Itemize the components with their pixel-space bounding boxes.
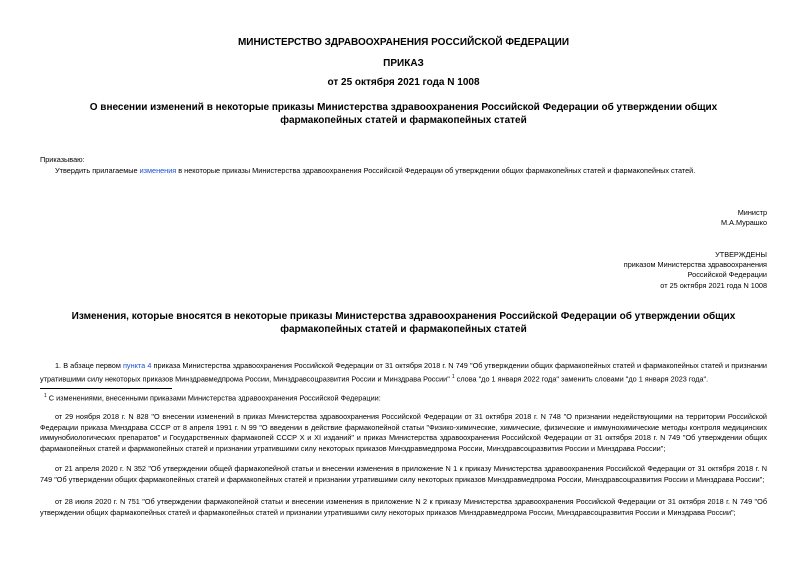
approval-line-3: Российской Федерации	[687, 270, 767, 280]
order-text-after: в некоторые приказы Министерства здравоохранения Российской Федерации об утверждении общих фармакопейных статей и фармакопейных статей.	[176, 166, 696, 175]
changes-title: Изменения, которые вносятся в некоторые приказы Министерства здравоохранения Российской Федерации об утверждении общих фармакопейных статей и фармакопейных статей	[71, 311, 736, 335]
approval-line-4: от 25 октября 2021 года N 1008	[660, 280, 767, 290]
order-intro: Приказываю:	[40, 155, 85, 164]
footnote-paragraph-2: от 21 апреля 2020 г. N 352 "Об утверждении общей фармакопейной статьи и внесении изменения в приложение N 1 к приказу Министерства здравоохранения Российской Федерации от 31 октября 2018 г. N 749 "Об утверждении общих фармакопейных статей и фармакопейных статей и признании утратившими силу некоторых приказов Минздравмедпрома России, Минздравсоцразвития России и Минздрава России";	[40, 464, 767, 484]
item-1-before: 1. В абзаце первом	[55, 361, 123, 370]
item-1-footnote-ref[interactable]: 1	[451, 373, 455, 380]
item-1-tail: слова "до 1 января 2022 года" заменить словами "до 1 января 2023 года".	[454, 373, 709, 383]
date-number: от 25 октября 2021 года N 1008	[327, 77, 480, 88]
doc-type-heading: ПРИКАЗ	[383, 58, 424, 69]
item-1-after: приказа Министерства здравоохранения Российской Федерации от 31 октября 2018 г. N 749 "Об утверждении общих фармакопейных статей и фармакопейных статей и признании утратившими силу некоторых приказов Минздравмедпрома России, Минздравсоцразвития России и Минздрава России"	[40, 361, 768, 383]
order-text	[55, 166, 767, 177]
footnote-mark: 1	[44, 393, 47, 399]
changes-link[interactable]: изменения	[139, 166, 177, 175]
footnote-text: С изменениями, внесенными приказами Министерства здравоохранения Российской Федерации:	[46, 393, 381, 403]
approval-block	[624, 250, 767, 291]
footnote-intro	[44, 391, 767, 404]
signature-name: М.А.Мурашко	[720, 218, 767, 228]
order-title: О внесении изменений в некоторые приказы Министерства здравоохранения Российской Федерации об утверждении общих фармакопейных статей и фармакопейных статей	[89, 102, 718, 126]
item-1-link[interactable]: пункта 4	[122, 361, 152, 370]
signature-position: Министр	[737, 208, 767, 217]
order-text-before: Утвердить прилагаемые	[55, 166, 140, 175]
footnote-divider	[40, 388, 172, 389]
approval-line-2: приказом Министерства здравоохранения	[623, 260, 767, 270]
signature-block	[721, 208, 767, 228]
ministry-heading: МИНИСТЕРСТВО ЗДРАВООХРАНЕНИЯ РОССИЙСКОЙ ФЕДЕРАЦИИ	[237, 37, 570, 48]
approval-line-1: УТВЕРЖДЕНЫ	[715, 250, 767, 259]
item-1	[40, 361, 767, 384]
footnote-paragraph-1: от 29 ноября 2018 г. N 828 "О внесении изменений в приказ Министерства здравоохранения Российской Федерации от 31 октября 2018 г. N 748 "О признании недействующими на территории Российской Федерации приказа Минздрава СССР от 8 апреля 1991 г. N 99 "О введении в действие фармакопейной статьи "Физико-химические, химические, физические и иммунохимические методы контроля медицинских иммунобиологических препаратов" и Государственных фармакопей СССР X и XI изданий" и приказ Министерства здравоохранения Российской Федерации от 31 октября 2018 г. N 749 "Об утверждении общих фармакопейных статей и фармакопейных статей и признании утратившими силу некоторых приказов Минздравмедпрома России, Минздравсоцразвития России и Минздрава России";	[40, 412, 767, 453]
footnote-paragraph-3: от 28 июля 2020 г. N 751 "Об утверждении фармакопейной статьи и внесении изменения в приложение N 2 к приказу Министерства здравоохранения Российской Федерации от 31 октября 2018 г. N 749 "Об утверждении общих фармакопейных статей и фармакопейных статей и признании утратившими силу некоторых приказов Минздравмедпрома России, Минздравсоцразвития России и Минздрава России";	[40, 497, 767, 517]
